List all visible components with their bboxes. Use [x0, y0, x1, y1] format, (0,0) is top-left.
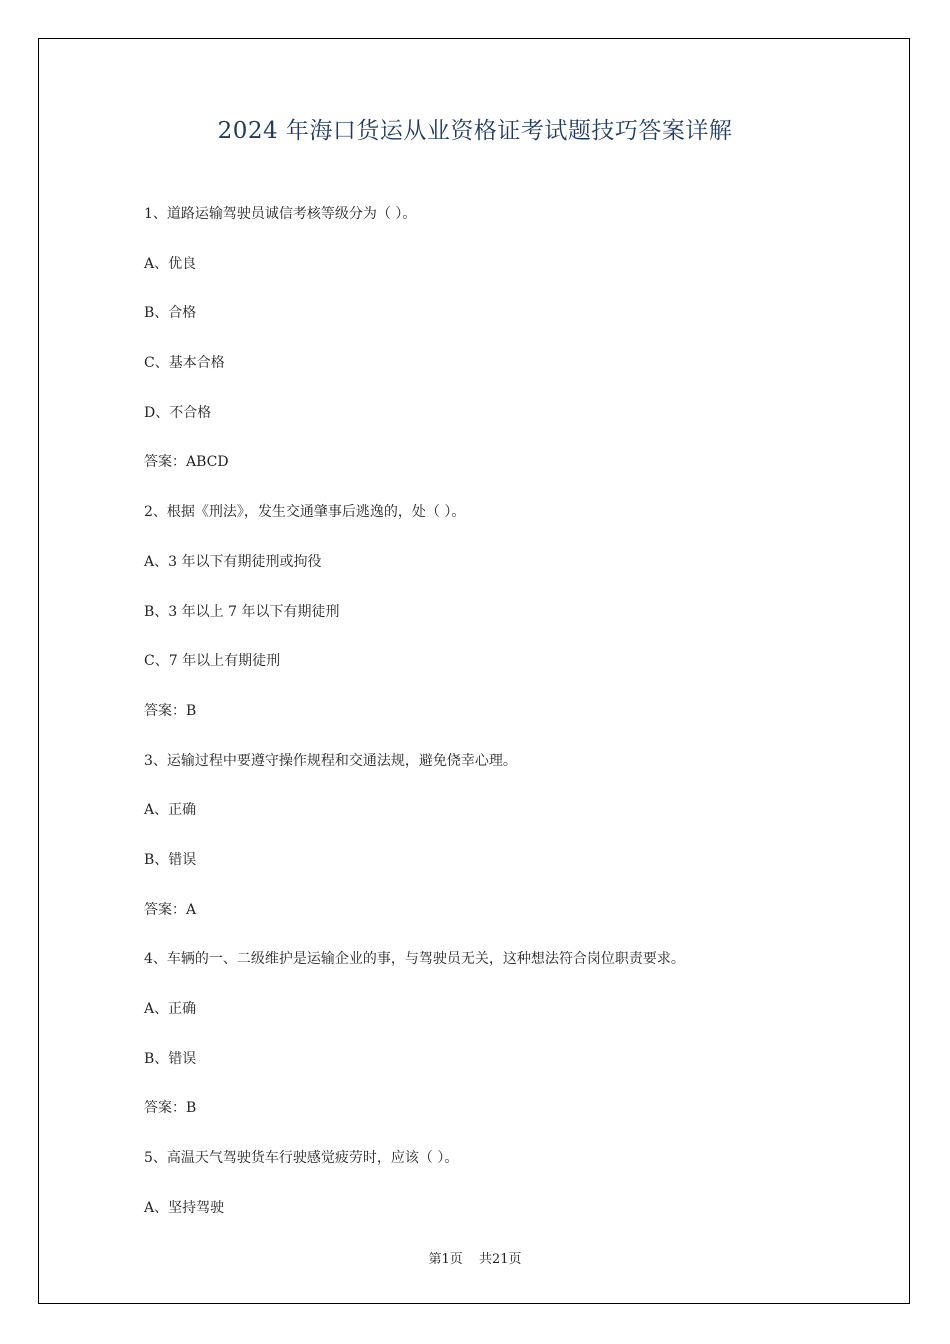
- question-1-option-b: B、合格: [144, 305, 197, 322]
- total-page-count: 共21页: [478, 1252, 522, 1267]
- document-title: 2024 年海口货运从业资格证考试题技巧答案详解: [217, 118, 733, 144]
- question-1: 1、道路运输驾驶员诚信考核等级分为（ ）。: [144, 206, 417, 222]
- question-4-answer: 答案：B: [144, 1100, 197, 1117]
- question-3: 3、运输过程中要遵守操作规程和交通法规，避免侥幸心理。: [144, 752, 517, 769]
- question-1-option-a: A、优良: [144, 255, 197, 272]
- question-4-option-b: B、错误: [144, 1050, 197, 1067]
- question-1-option-c: C、基本合格: [144, 355, 225, 372]
- question-5-option-a: A、坚持驾驶: [144, 1199, 225, 1216]
- current-page-number: 第1页: [428, 1252, 463, 1267]
- question-5: 5、高温天气驾驶货车行驶感觉疲劳时，应该（ ）。: [144, 1150, 459, 1167]
- document-body: [144, 203, 864, 1246]
- question-1-option-d: D、不合格: [144, 404, 212, 421]
- question-3-answer: 答案：A: [144, 901, 197, 918]
- question-3-option-a: A、正确: [144, 802, 197, 819]
- question-2-answer: 答案：B: [144, 702, 197, 719]
- question-2-option-c: C、7 年以上有期徒刑: [144, 653, 281, 670]
- question-3-option-b: B、错误: [144, 851, 197, 868]
- page-footer: [0, 1248, 950, 1267]
- question-2-option-a: A、3 年以下有期徒刑或拘役: [144, 553, 322, 570]
- question-2-option-b: B、3 年以上 7 年以下有期徒刑: [144, 603, 340, 620]
- question-1-answer: 答案：ABCD: [144, 454, 229, 471]
- question-2: 2、根据《刑法》，发生交通肇事后逃逸的，处（ ）。: [144, 504, 466, 521]
- question-4: 4、车辆的一、二级维护是运输企业的事，与驾驶员无关，这种想法符合岗位职责要求。: [144, 951, 685, 968]
- question-4-option-a: A、正确: [144, 1001, 197, 1017]
